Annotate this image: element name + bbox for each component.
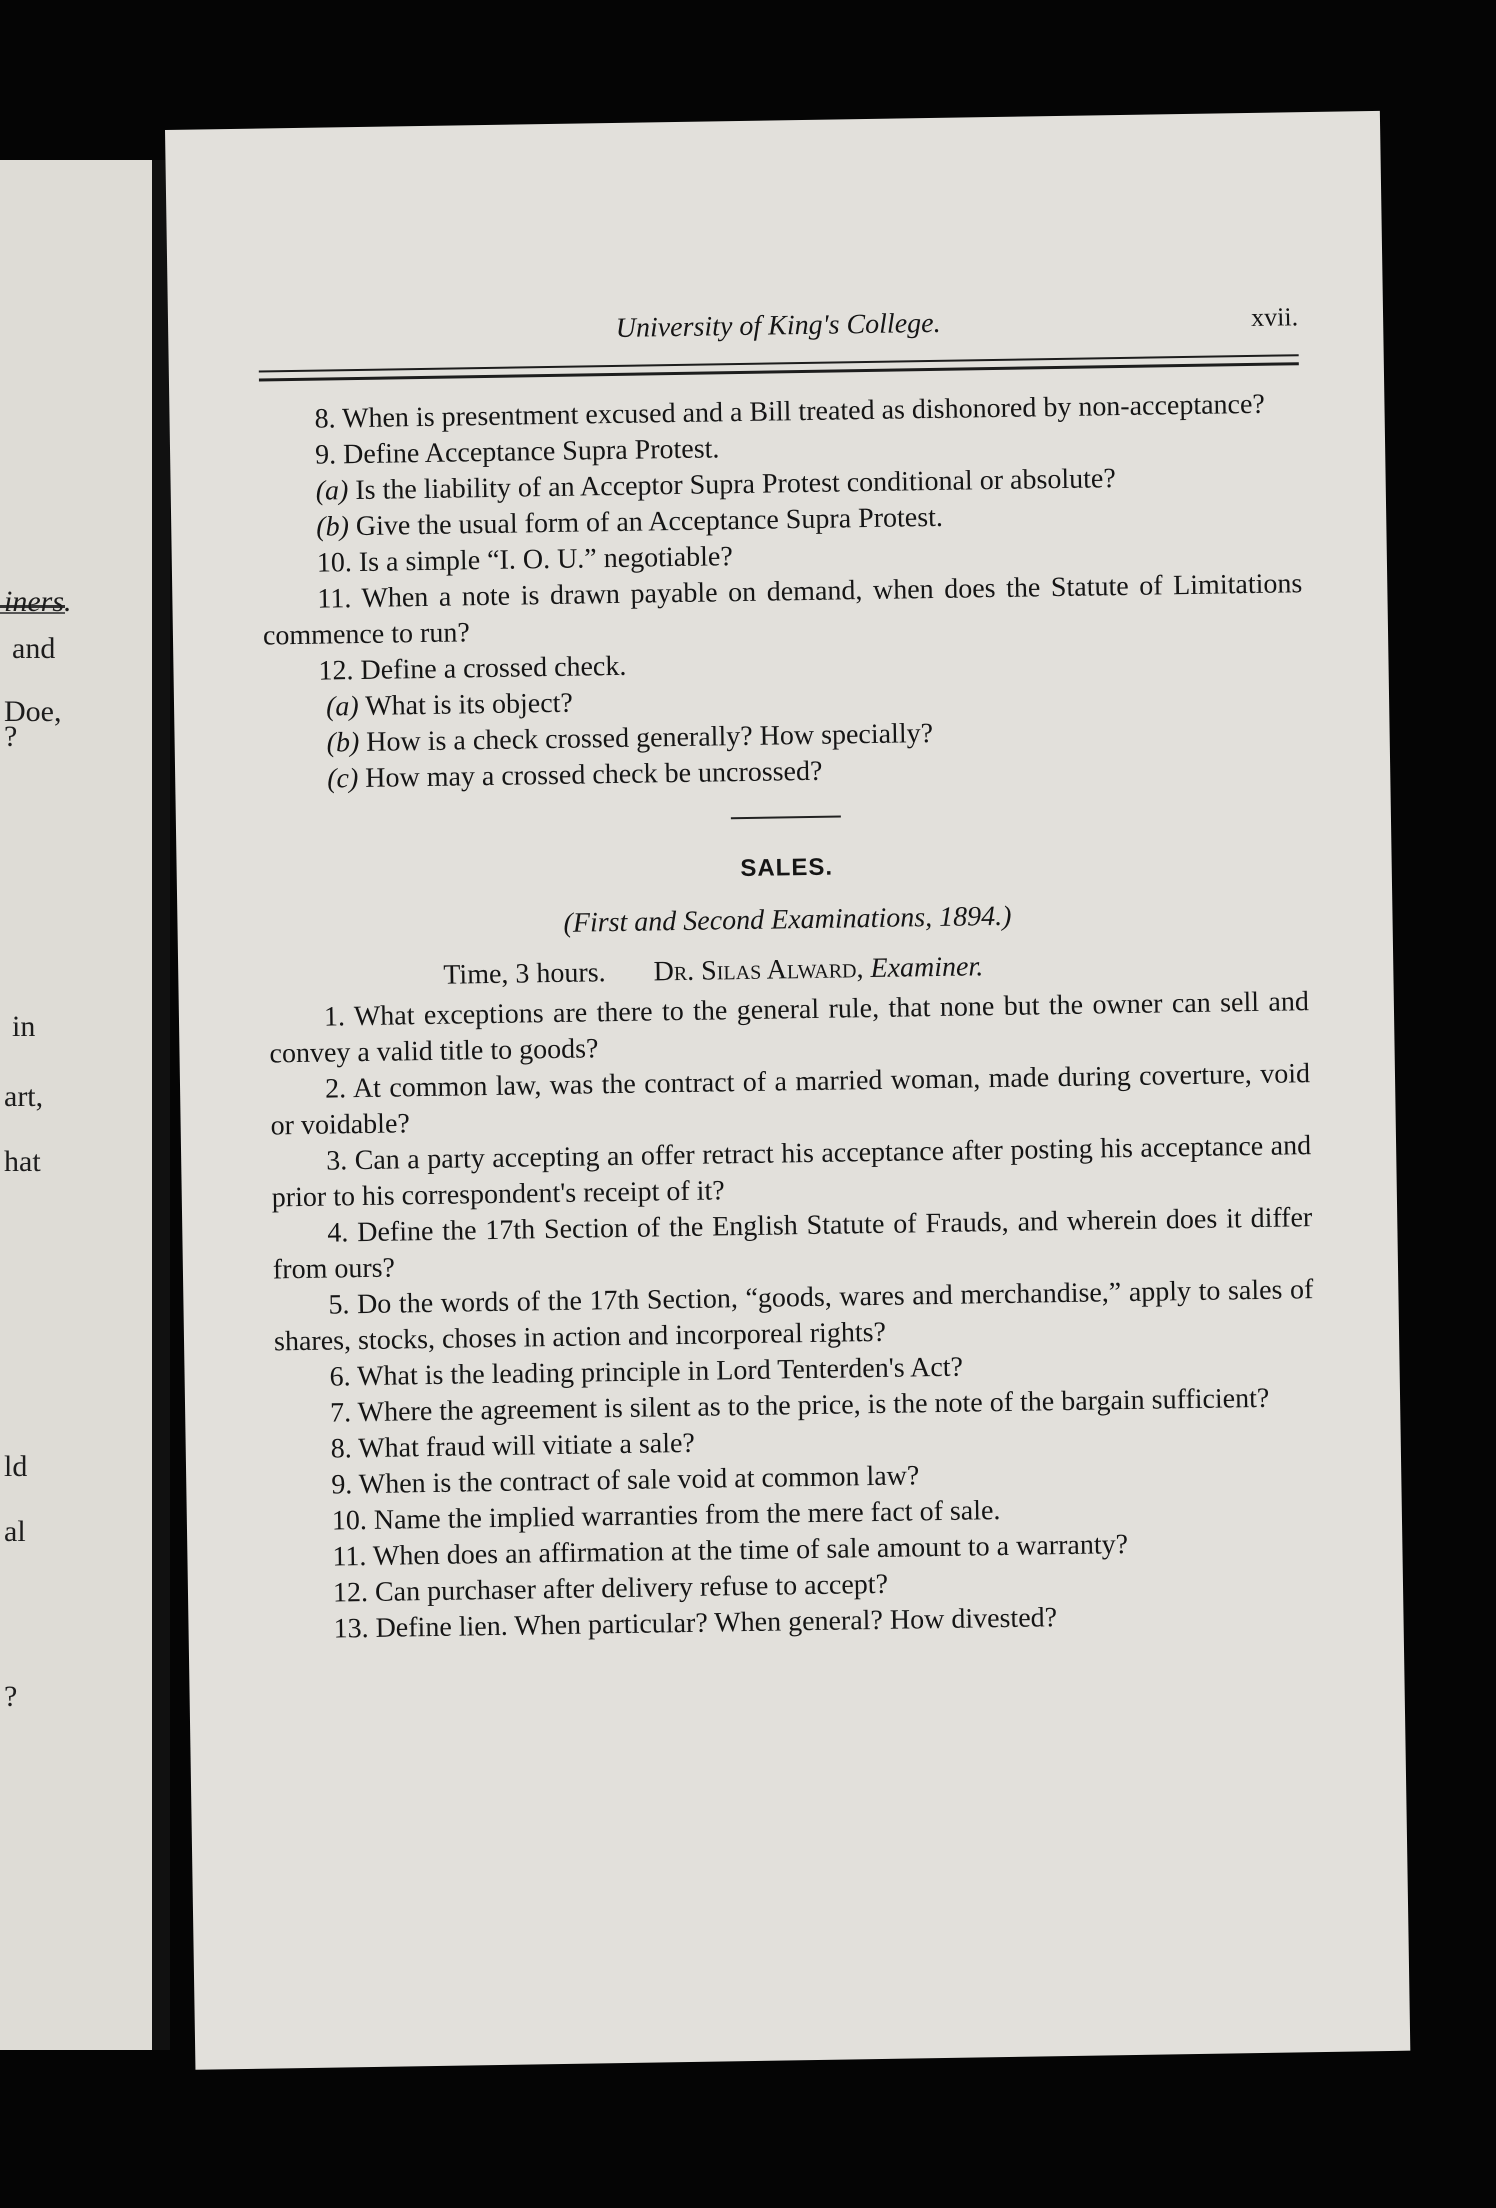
examiner-role: Examiner. xyxy=(870,951,984,985)
left-fragment: ? xyxy=(4,720,18,753)
question-number: 5. xyxy=(328,1289,350,1321)
header-rule-thick xyxy=(259,362,1299,381)
question-text: Define Acceptance Supra Protest. xyxy=(342,433,720,471)
sub-question-number: (c) xyxy=(326,763,359,795)
left-page xyxy=(0,160,160,2050)
question-number: 9. xyxy=(331,1469,353,1501)
question-text: Define a crossed check. xyxy=(360,650,627,686)
question-text: When is presentment excused and a Bill treated as dishonored by non-acceptance? xyxy=(341,388,1266,435)
book-gutter xyxy=(152,160,170,2050)
left-fragment: iners. xyxy=(4,585,72,618)
sub-question-text: How may a crossed check be uncrossed? xyxy=(365,755,823,794)
left-fragment: art, xyxy=(4,1080,44,1113)
question-text: When does an affirmation at the time of sale amount to a warranty? xyxy=(372,1529,1129,1572)
running-head xyxy=(258,302,1299,358)
question-number: 7. xyxy=(329,1397,352,1429)
left-fragment: ld xyxy=(4,1450,28,1483)
question-text: What exceptions are there to the general rule, that none but the owner can sell and convey a valid title to goods? xyxy=(269,986,1310,1070)
question-text: Define the 17th Section of the English Statute of Frauds, and wherein does it differ from ours? xyxy=(272,1202,1313,1286)
question-number: 2. xyxy=(324,1073,347,1105)
sub-question-number: (a) xyxy=(325,691,359,723)
question-text: At common law, was the contract of a married woman, made during coverture, void or voidable? xyxy=(270,1058,1311,1142)
question-number: 11. xyxy=(332,1541,367,1573)
question-text: Is a simple “I. O. U.” negotiable? xyxy=(358,541,733,579)
question-number: 12. xyxy=(318,655,354,687)
question-text xyxy=(259,386,1318,1648)
left-fragment: in xyxy=(12,1010,36,1043)
left-fragment: and xyxy=(12,632,56,665)
question-number: 6. xyxy=(329,1361,351,1393)
page-number: xvii. xyxy=(1250,302,1299,332)
question-number: 4. xyxy=(327,1217,349,1249)
question-number: (b) xyxy=(316,511,350,543)
question-number: 10. xyxy=(316,547,353,579)
sub-question-number: (b) xyxy=(326,727,360,759)
section-subtitle: (First and Second Examinations, 1894.) xyxy=(563,900,1012,939)
question-number: 13. xyxy=(333,1612,369,1645)
question-number: (a) xyxy=(315,475,349,507)
question-text: Give the usual form of an Acceptance Supra Protest. xyxy=(355,501,944,543)
question-number: 12. xyxy=(332,1576,369,1609)
section-heading: SALES. xyxy=(740,853,834,883)
sub-question-text: How is a check crossed generally? How specially? xyxy=(366,718,934,758)
question-text: Can a party accepting an offer retract his acceptance after posting his acceptance and prior to his correspondent's receipt of it? xyxy=(271,1130,1312,1214)
left-fragment: hat xyxy=(4,1145,41,1178)
question-number: 8. xyxy=(330,1433,352,1465)
question-text: Can purchaser after delivery refuse to accept? xyxy=(374,1568,889,1608)
question-text: When is the contract of sale void at common law? xyxy=(358,1460,920,1501)
exam-time: Time, 3 hours. xyxy=(443,957,606,991)
right-page xyxy=(165,111,1410,2070)
question-text: What fraud will vitiate a sale? xyxy=(357,1427,696,1465)
question-text: When a note is drawn payable on demand, when does the Statute of Limitations commence to run? xyxy=(262,568,1303,652)
question-text: Define lien. When particular? When general? How divested? xyxy=(375,1602,1058,1644)
question-text: Do the words of the 17th Section, “goods, wares and merchandise,” apply to sales of shares, stocks, choses in action and incorporeal rights? xyxy=(273,1274,1314,1358)
sub-question-text: What is its object? xyxy=(364,687,574,722)
page-content xyxy=(258,302,1319,1648)
question-number: 3. xyxy=(325,1145,348,1177)
question-number: 10. xyxy=(331,1505,368,1537)
question-text: What is the leading principle in Lord Tenterden's Act? xyxy=(356,1351,964,1393)
question-number: 9. xyxy=(314,439,337,471)
question-number: 11. xyxy=(317,583,352,615)
left-fragment: Doe, xyxy=(4,695,62,728)
question-number: 8. xyxy=(314,403,336,435)
left-fragment: al xyxy=(4,1515,26,1548)
question-number: 1. xyxy=(323,1001,346,1033)
question-text: Where the agreement is silent as to the price, is the note of the bargain sufficient? xyxy=(357,1382,1270,1429)
question-text: Name the implied warranties from the mere fact of sale. xyxy=(373,1495,1001,1536)
question-text: Is the liability of an Acceptor Supra Protest conditional or absolute? xyxy=(355,463,1116,507)
examiner-name: Dr. Silas Alward, xyxy=(653,953,864,988)
section-separator xyxy=(731,815,841,819)
left-fragment: ? xyxy=(4,1680,18,1713)
running-head-title: University of King's College. xyxy=(615,307,941,344)
